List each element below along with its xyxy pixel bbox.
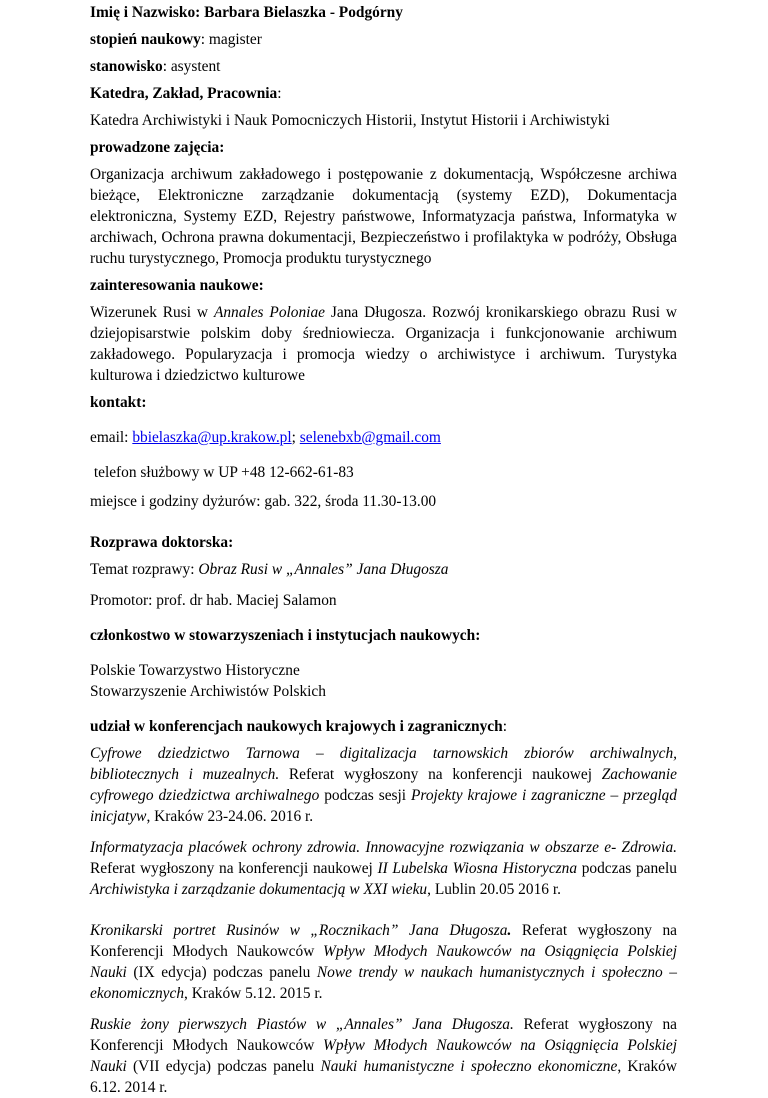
- dissertation-topic-label: Temat rozprawy:: [90, 561, 199, 578]
- conference-entry: [90, 743, 677, 827]
- conference-title-period: .: [507, 922, 512, 939]
- conference-place-date: , Kraków 5.12. 2015 r.: [184, 985, 323, 1002]
- office-hours-line: miejsce i godziny dyżurów: gab. 322, środa 11.30-13.00: [90, 493, 437, 510]
- interests-heading: zainteresowania naukowe:: [90, 277, 264, 294]
- conference-place-date: , Lublin 20.05 2016 r.: [427, 881, 561, 898]
- interests-title-italic: Annales Poloniae: [213, 304, 325, 321]
- conference-event: Zachowanie cyfrowego dziedzictwa archiwalnego: [90, 766, 677, 804]
- department-value: Katedra Archiwistyki i Nauk Pomocniczych Historii, Instytut Historii i Archiwistyki: [90, 112, 610, 129]
- contact-heading: kontakt:: [90, 394, 147, 411]
- conference-session: Nauki humanistyczne i społeczno ekonomiczne: [320, 1058, 618, 1075]
- department-heading: [90, 83, 677, 104]
- position-line: [90, 56, 677, 77]
- dissertation-topic-title: Obraz Rusi w „Annales” Jana Długosza: [198, 561, 449, 578]
- conference-text: Referat wygłoszony na konferencji naukowej: [90, 860, 378, 877]
- dissertation-topic: [90, 559, 677, 580]
- membership-heading: członkostwo w stowarzyszeniach i instytucjach naukowych:: [90, 627, 481, 644]
- dissertation-heading: Rozprawa doktorska:: [90, 534, 234, 551]
- conference-text: Referat wygłoszony na Konferencji Młodych Naukowców: [90, 922, 677, 960]
- conference-place-date: , Kraków 23-24.06. 2016 r.: [146, 808, 314, 825]
- conference-place-date: , Kraków 6.12. 2014 r.: [90, 1058, 677, 1096]
- department-colon: :: [277, 85, 282, 102]
- degree-value: : magister: [200, 31, 262, 48]
- degree-line: [90, 29, 677, 50]
- conference-event: Wpływ Młodych Naukowców na Osiągnięcia Polskiej Nauki: [90, 1037, 677, 1075]
- conferences-heading-colon: :: [502, 718, 507, 735]
- conference-entry: [90, 837, 677, 900]
- position-label: stanowisko: [90, 58, 163, 75]
- conferences-heading-line: [90, 716, 677, 737]
- conference-session: Projekty krajowe i zagraniczne – przegląd inicjatyw: [90, 787, 677, 825]
- conference-text: (IX edycja) podczas panelu: [126, 964, 317, 981]
- conference-event: II Lubelska Wiosna Historyczna: [377, 860, 578, 877]
- classes-heading: prowadzone zajęcia:: [90, 139, 225, 156]
- email-line: [90, 427, 677, 448]
- interests-text-part: Jana Długosza. Rozwój kronikarskiego obrazu Rusi w dziejopisarstwie polskim doby średniowiecza. Organizacja i funkcjonowanie archiwum zakładowego. Popularyzacja i promocja wiedzy o archiwistyce i archiwum. Turystyka kulturowa i dziedzictwo kulturowe: [90, 304, 678, 384]
- name-line: Imię i Nazwisko: Barbara Bielaszka - Podgórny: [90, 4, 403, 21]
- email-link-primary[interactable]: bbielaszka@up.krakow.pl: [132, 429, 292, 446]
- conference-title: Kronikarski portret Rusinów w „Rocznikach” Jana Długosza: [90, 922, 508, 939]
- email-separator: ;: [291, 429, 300, 446]
- conferences-heading: udział w konferencjach naukowych krajowych i zagranicznych: [90, 718, 503, 735]
- interests-text: [90, 302, 677, 386]
- conference-session: Nowe trendy w naukach humanistycznych i społeczno – ekonomicznych: [90, 964, 677, 1002]
- phone-line: telefon służbowy w UP +48 12-662-61-83: [90, 464, 354, 481]
- conference-event: Wpływ Młodych Naukowców na Osiągnięcia Polskiej Nauki: [90, 943, 677, 981]
- conference-text: podczas sesji: [319, 787, 411, 804]
- email-label: email:: [90, 429, 133, 446]
- conference-title: Cyfrowe dziedzictwo Tarnowa – digitalizacja tarnowskich zbiorów archiwalnych, bibliotecznych i muzealnych.: [90, 745, 677, 783]
- classes-text: Organizacja archiwum zakładowego i postępowanie z dokumentacją, Współczesne archiwa bieżące, Elektroniczne zarządzanie dokumentacją (systemy EZD), Dokumentacja elektroniczna, Systemy EZD, Rejestry państwowe, Informatyzacja państwa, Informatyka w archiwach, Ochrona prawna dokumentacji, Bezpieczeństwo i profilaktyka w podróży, Obsługa ruchu turystycznego, Promocja produktu turystycznego: [90, 166, 677, 267]
- membership-item: Stowarzyszenie Archiwistów Polskich: [90, 683, 326, 700]
- conference-text: Referat wygłoszony na Konferencji Młodych Naukowców: [90, 1016, 677, 1054]
- conference-session: Archiwistyka i zarządzanie dokumentacją w XXI wieku: [90, 881, 428, 898]
- position-value: : asystent: [162, 58, 221, 75]
- conference-entry: [90, 1014, 677, 1098]
- department-label: Katedra, Zakład, Pracownia: [90, 85, 278, 102]
- email-link-secondary[interactable]: selenebxb@gmail.com: [299, 429, 441, 446]
- degree-label: stopień naukowy: [90, 31, 201, 48]
- conference-text: podczas panelu: [577, 860, 677, 877]
- membership-item: Polskie Towarzystwo Historyczne: [90, 662, 300, 679]
- dissertation-promoter: Promotor: prof. dr hab. Maciej Salamon: [90, 592, 337, 609]
- conference-title: Ruskie żony pierwszych Piastów w „Annales” Jana Długosza.: [90, 1016, 514, 1033]
- conference-text: (VII edycja) podczas panelu: [126, 1058, 321, 1075]
- conference-text: Referat wygłoszony na konferencji naukowej: [279, 766, 602, 783]
- conference-title: Informatyzacja placówek ochrony zdrowia. Innowacyjne rozwiązania w obszarze e- Zdrowia.: [90, 839, 677, 856]
- cv-document: [90, 2, 677, 1098]
- conference-entry: [90, 920, 677, 1004]
- interests-text-part: Wizerunek Rusi w: [90, 304, 214, 321]
